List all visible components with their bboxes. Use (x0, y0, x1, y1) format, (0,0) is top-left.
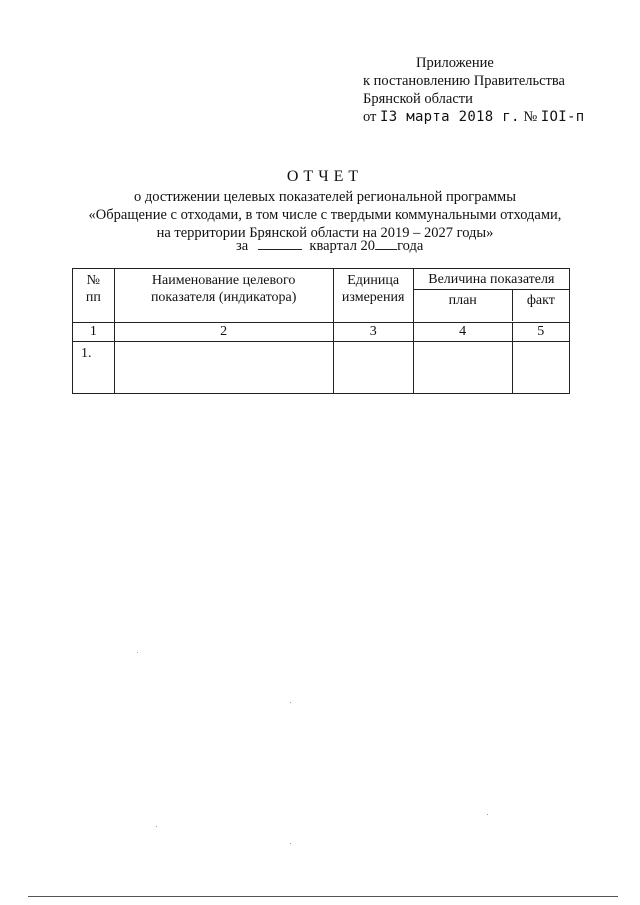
annex-date-line (363, 108, 623, 126)
annex-region-line: Брянской области (363, 91, 473, 107)
scan-edge-line (28, 896, 618, 897)
header-num-line1: № (86, 273, 100, 288)
row-plan-cell[interactable] (413, 342, 512, 394)
period-quarter-label: квартал 20 (309, 238, 376, 254)
column-number: 4 (413, 323, 512, 342)
report-title: ОТЧЕТ (286, 168, 364, 185)
report-subtitle-line2: «Обращение с отходами, в том числе с твердыми коммунальными отходами, (88, 207, 562, 223)
period-year-suffix: года (397, 238, 424, 254)
scan-speck (290, 702, 291, 703)
header-unit-line2: измерения (341, 290, 405, 305)
annex-number-sign: № (523, 109, 538, 125)
report-subtitle-line3: на территории Брянской области на 2019 – 2027 годы» (156, 225, 494, 241)
header-value-subcolumns (414, 290, 569, 321)
annex-date-prefix: от (363, 109, 377, 125)
header-num (73, 269, 115, 323)
quarter-blank-field[interactable] (258, 236, 302, 250)
row-fact-cell[interactable] (512, 342, 569, 394)
header-unit (333, 269, 413, 323)
header-name-line2: показателя (индикатора) (150, 290, 297, 305)
header-unit-line1: Единица (347, 273, 400, 288)
period-prefix: за (236, 238, 249, 254)
report-period-line (236, 236, 423, 255)
column-number: 3 (333, 323, 413, 342)
row-unit-cell[interactable] (333, 342, 413, 394)
header-name-line1: Наименование целевого (151, 273, 296, 288)
scan-speck (137, 652, 138, 653)
indicators-table (72, 268, 570, 394)
annex-date: I3 марта 2018 г. (380, 109, 520, 125)
annex-header (363, 54, 623, 126)
report-title-block (60, 168, 590, 242)
table-header-row (73, 269, 570, 323)
header-num-line2: пп (85, 290, 101, 305)
header-value-title: Величина показателя (414, 269, 569, 290)
report-subtitle-line1: о достижении целевых показателей региональной программы (134, 189, 516, 205)
scan-speck (290, 843, 291, 844)
scan-speck (156, 826, 157, 827)
column-number: 1 (73, 323, 115, 342)
annex-number: IOI-п (540, 109, 585, 125)
header-fact: факт (526, 293, 555, 308)
annex-resolution-line: к постановлению Правительства (363, 73, 565, 89)
table-row (73, 342, 570, 394)
annex-title: Приложение (416, 55, 494, 71)
column-number: 2 (114, 323, 333, 342)
header-value-group (413, 269, 569, 323)
column-number-row (73, 323, 570, 342)
row-number: 1. (73, 342, 115, 394)
header-name (114, 269, 333, 323)
row-indicator-name-cell[interactable] (114, 342, 333, 394)
column-number: 5 (512, 323, 569, 342)
year-blank-field[interactable] (375, 236, 397, 250)
header-plan: план (414, 290, 513, 321)
scan-speck (487, 814, 488, 815)
